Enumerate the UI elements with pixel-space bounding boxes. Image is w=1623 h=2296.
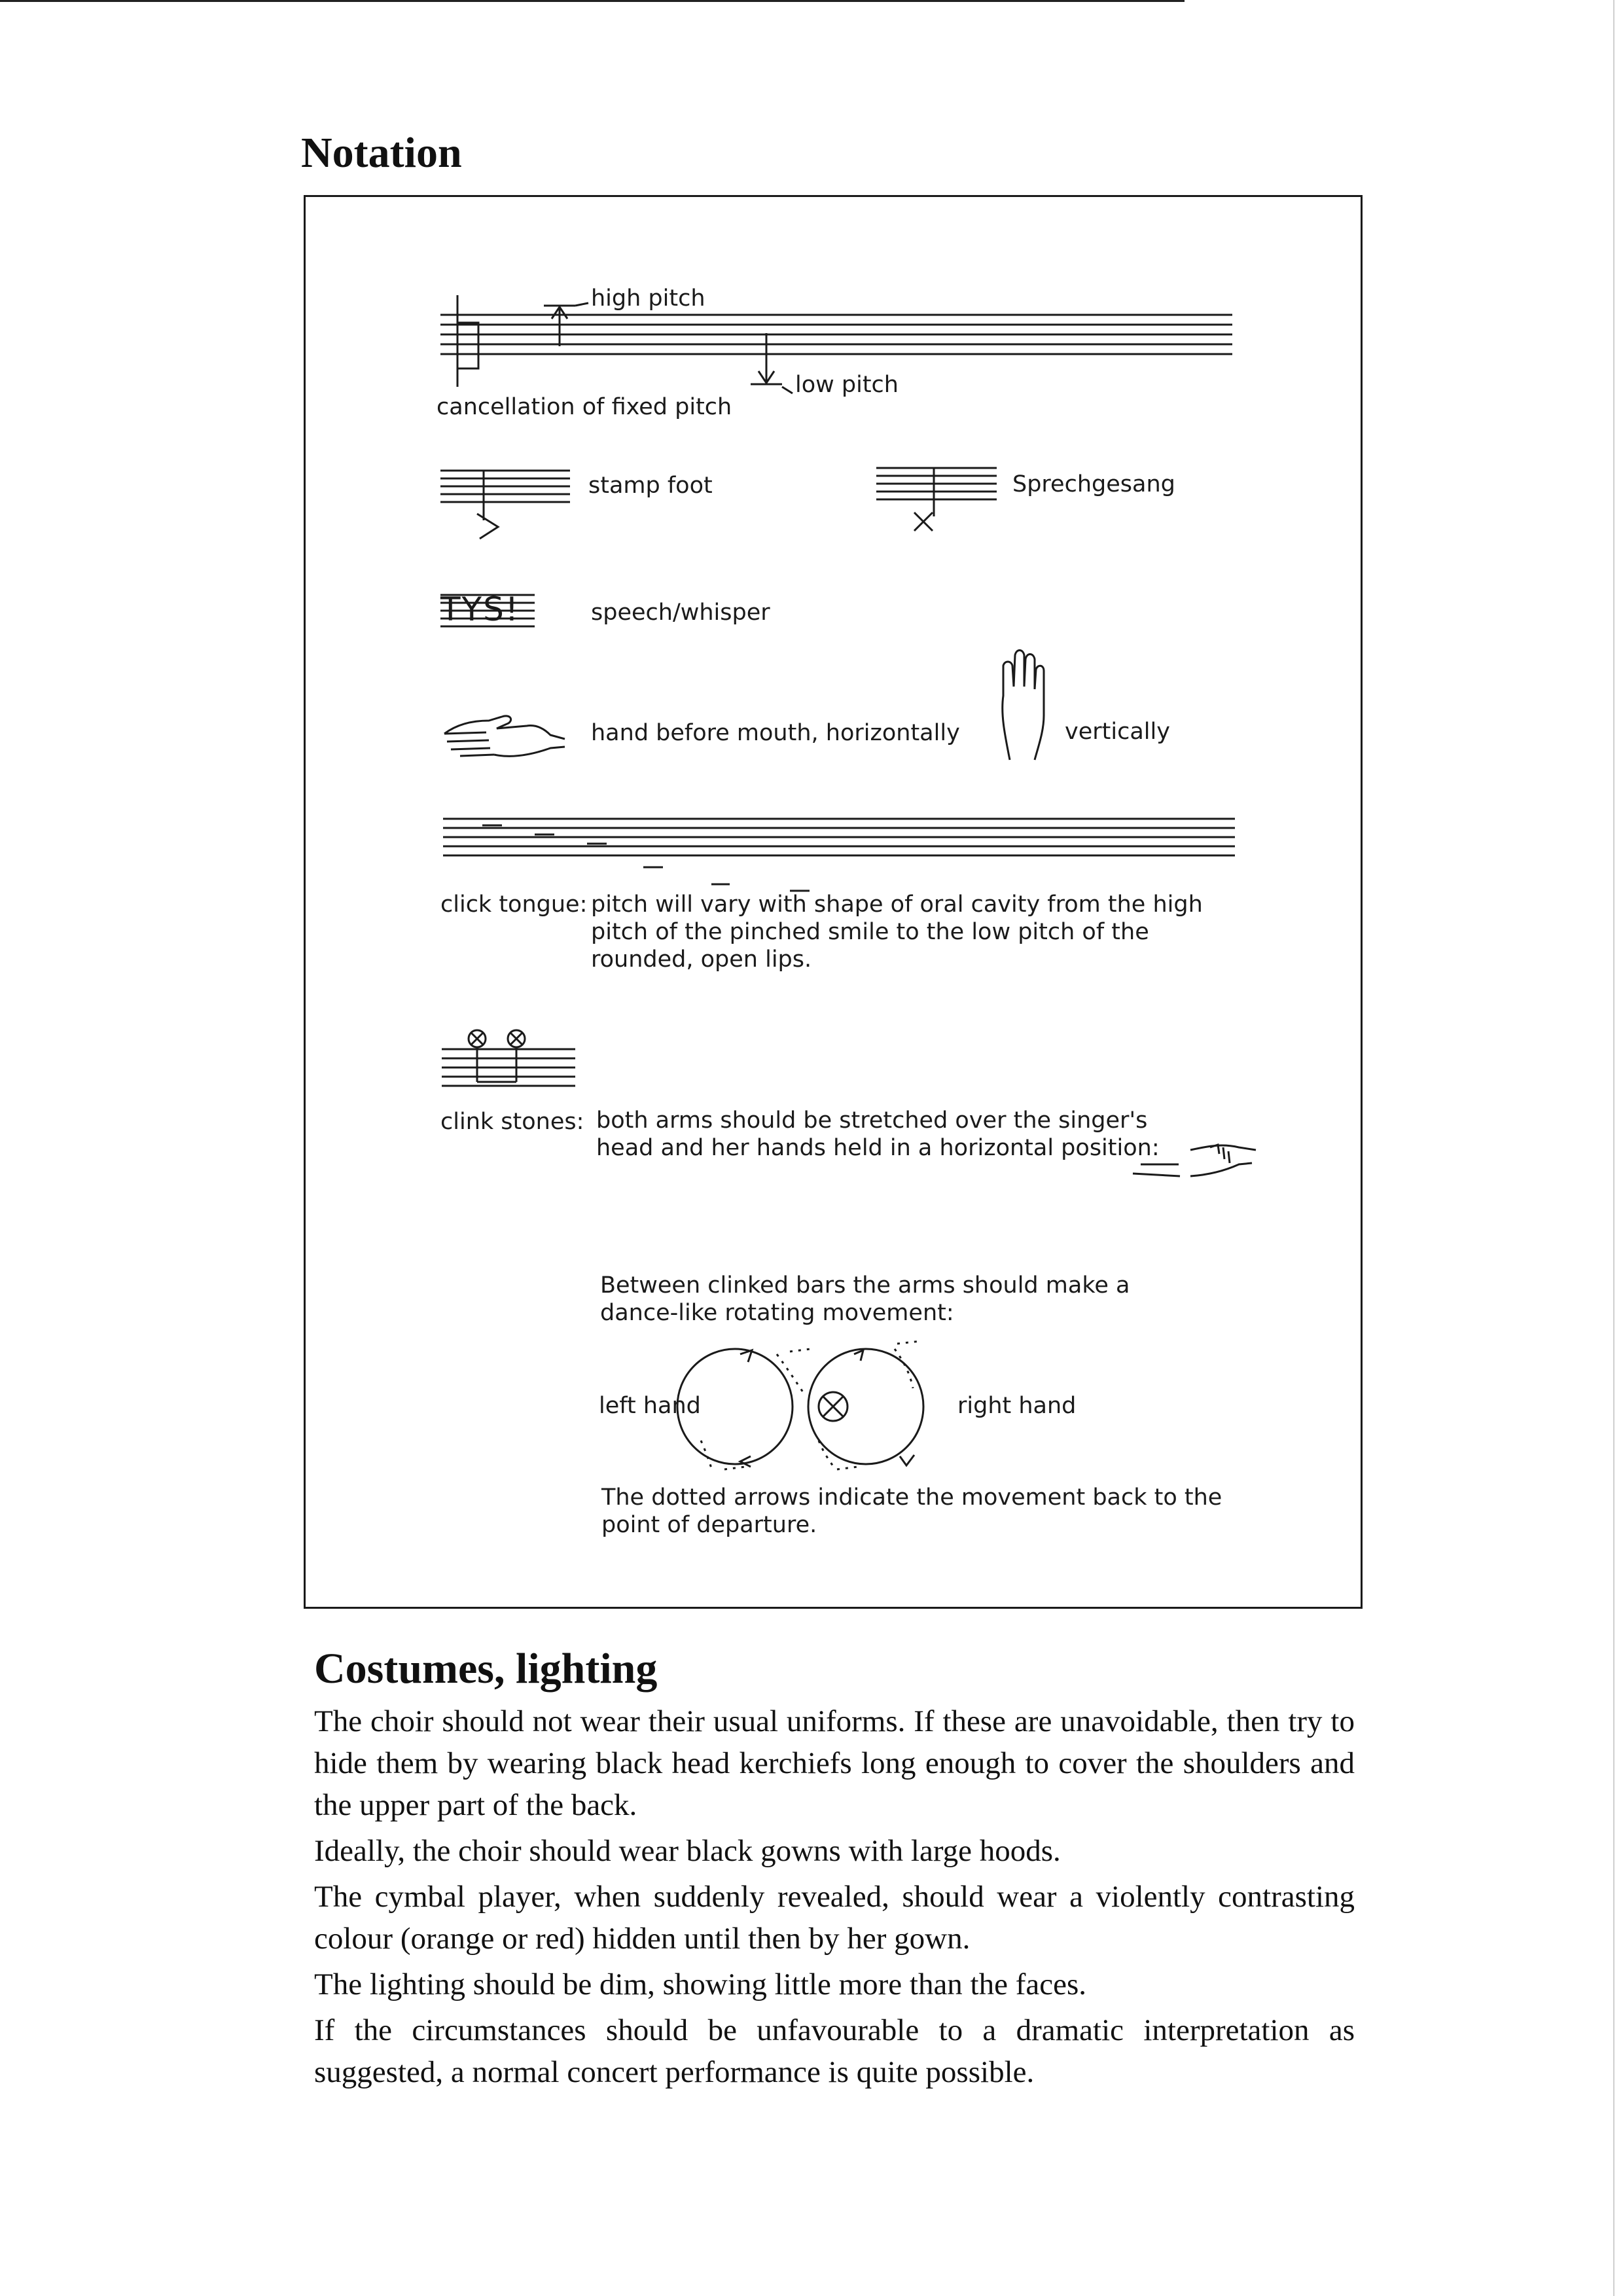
page-edge xyxy=(1613,0,1614,2296)
tys-notation: TYS! xyxy=(440,590,520,628)
top-rule xyxy=(0,0,1185,2)
stamp-foot-label: stamp foot xyxy=(588,473,713,499)
left-hand-label: left hand xyxy=(599,1393,701,1419)
click-tongue-staff xyxy=(443,819,1235,891)
click-tongue-text: pitch will vary with shape of oral cavity from the high pitch of the pinched smile to the low pitch of the rounded, open lips. xyxy=(591,891,1203,973)
paragraph: The choir should not wear their usual uniforms. If these are unavoidable, then try to hide them by wearing black head kerchiefs long enough to cover the shoulders and the upper part of the back. xyxy=(314,1704,1355,1822)
paragraph: If the circumstances should be unfavourable to a dramatic interpretation as suggested, a normal concert performance is quite possible. xyxy=(314,2013,1355,2089)
low-pitch-symbol xyxy=(751,333,793,393)
hand-vertical-label: vertically xyxy=(1065,719,1170,745)
sprechgesang-symbol xyxy=(876,468,997,531)
costumes-body xyxy=(314,1700,1355,2097)
sprechgesang-label: Sprechgesang xyxy=(1012,471,1175,497)
low-pitch-label: low pitch xyxy=(795,372,899,398)
dotted-arrows-text: The dotted arrows indicate the movement back to the point of departure. xyxy=(601,1484,1222,1538)
hand-horizontal-label: hand before mouth, horizontally xyxy=(591,720,960,746)
stamp-foot-symbol xyxy=(440,471,570,539)
vertical-hand-icon xyxy=(1003,651,1044,761)
between-clinked-text: Between clinked bars the arms should make a dance-like rotating movement: xyxy=(600,1272,1130,1326)
right-hand-label: right hand xyxy=(957,1393,1077,1419)
horizontal-hand-icon xyxy=(444,716,565,756)
paragraph: Ideally, the choir should wear black gowns with large hoods. xyxy=(314,1834,1061,1868)
speech-whisper-label: speech/whisper xyxy=(591,600,770,626)
costumes-heading: Costumes, lighting xyxy=(314,1645,658,1693)
high-pitch-label: high pitch xyxy=(591,285,705,312)
cancellation-symbol xyxy=(457,295,478,387)
paragraph: The cymbal player, when suddenly revealed, should wear a violently contrasting colour (orange or red) hidden until then by her gown. xyxy=(314,1880,1355,1956)
paragraph: The lighting should be dim, showing little more than the faces. xyxy=(314,1967,1087,2001)
notation-box xyxy=(304,195,1363,1609)
cancellation-label: cancellation of fixed pitch xyxy=(437,394,732,420)
click-tongue-label: click tongue: xyxy=(440,891,588,918)
clink-stones-text: both arms should be stretched over the singer's head and her hands held in a horizontal position: xyxy=(596,1107,1160,1161)
clink-stones-label: clink stones: xyxy=(440,1109,584,1135)
notation-heading: Notation xyxy=(301,129,462,177)
clink-stones-symbol xyxy=(442,1030,575,1086)
rotation-diagram xyxy=(677,1341,923,1469)
